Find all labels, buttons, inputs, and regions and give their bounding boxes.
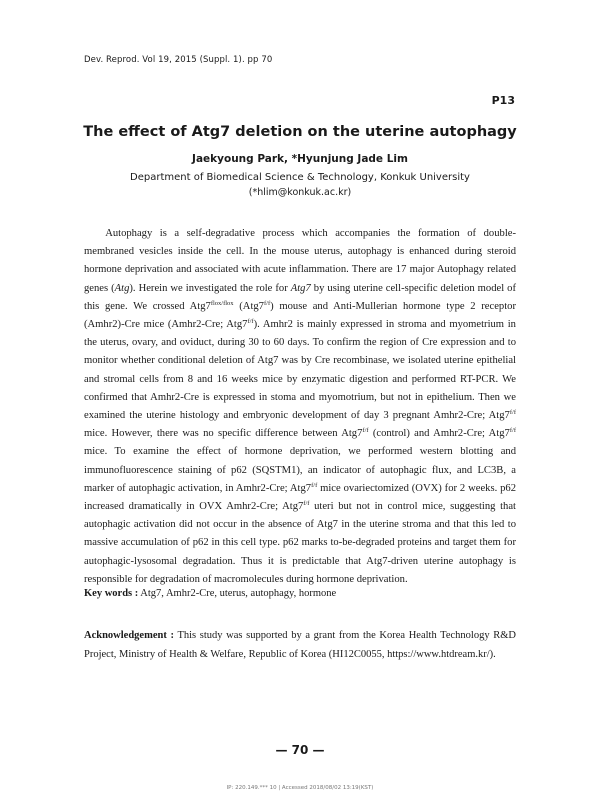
- acknowledgement-label: Acknowledgement :: [84, 630, 174, 641]
- keywords-line: [84, 588, 516, 599]
- keywords-text: Atg7, Amhr2-Cre, uterus, autophagy, hormone: [138, 588, 337, 599]
- author-list: Jaekyoung Park, *Hyunjung Jade Lim: [192, 153, 408, 165]
- paper-title: The effect of Atg7 deletion on the uterine autophagy: [83, 124, 517, 140]
- acknowledgement-paragraph: [84, 626, 516, 664]
- poster-number: P13: [491, 94, 515, 107]
- page-number: — 70 —: [275, 743, 325, 757]
- journal-citation: Dev. Reprod. Vol 19, 2015 (Suppl. 1). pp 70: [84, 55, 273, 65]
- corresponding-email: (*hlim@konkuk.ac.kr): [248, 187, 352, 198]
- affiliation: Department of Biomedical Science & Technology, Konkuk University: [130, 172, 470, 183]
- abstract-body: Autophagy is a self-degradative process which accompanies the formation of double-membraned vesicles inside the cell. In the mouse uterus, autophagy is enhanced during steroid hormone deprivation and associated with acute inflammation. There are 17 major Autophagy related genes (Atg). Herein we investigated the role for Atg7 by using uterine cell-specific deletion model of this gene. We crossed $Atg7^{flox/flox}$ $(Atg7^{f/f})$ mouse and Anti-Mullerian hormone type 2 receptor (Amhr2)-Cre mice (Amhr2-Cre; $Atg7^{f/f}$). Amhr2 is mainly expressed in stroma and myometrium in the uterus, ovary, and oviduct, during 30 to 60 days. To confirm the region of Cre expression and to monitor whether conditional deletion of Atg7 was by Cre recombinase, we isolated uterine epithelial and stromal cells from 8 and 16 weeks mice by enzymatic digestion and performed RT-PCR. We confirmed that Amhr2-Cre is expressed in stoma and myomotrium, but not in epithelium. Then we examined the uterine histology and embryonic development of day 3 pregnant Amhr2-Cre; $Atg7^{f/f}$ mice. However, there was no specific difference between $Atg7^{f/f}$ (control) and Amhr2-Cre; $Atg7^{f/f}$ mice. To examine the effect of hormone deprivation, we performed western blotting and immunofluorescence staining of p62 (SQSTM1), an indicator of autophagic flux, and LC3B, a marker of autophagic activation, in Amhr2-Cre; $Atg7^{f/f}$ mice ovariectomized (OVX) for 2 weeks. p62 increased dramatically in OVX Amhr2-Cre; $Atg7^{f/f}$ uteri but not in control mice, suggesting that autophagic activation did not occur in the absence of Atg7 in the uterine stroma and that this led to massive accumulation of p62 in this cell type. p62 marks to-be-degraded proteins and target them for autophagic-lysosomal degradation. Thus it is predictable that Atg7-driven uterine autophagy is responsible for degradation of macromolecules during hormone deprivation.: [84, 228, 516, 585]
- access-watermark: IP: 220.149.*** 10 | Accessed 2018/08/02 13:19(KST): [226, 785, 374, 791]
- acknowledgement-text: This study was supported by a grant from the Korea Health Technology R&D Project, Ministry of Health & Welfare, Republic of Korea (HI12C0055, https://www.htdream.kr/).: [84, 630, 516, 660]
- keywords-label: Key words :: [84, 588, 139, 599]
